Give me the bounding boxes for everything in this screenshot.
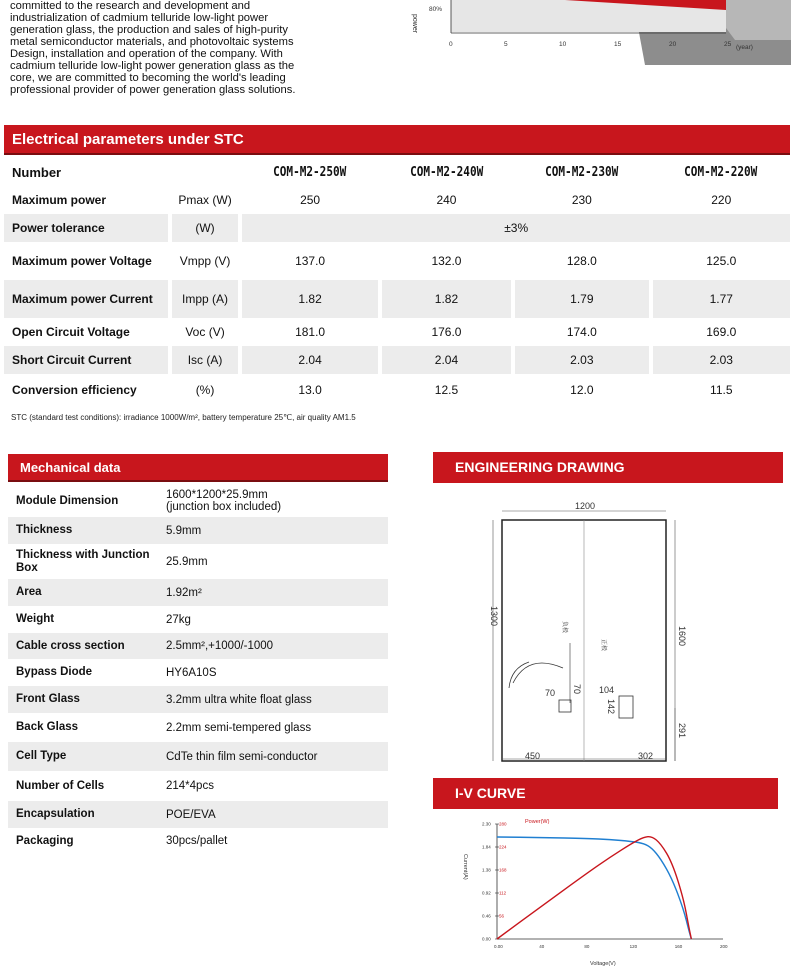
mechanical-row — [8, 659, 388, 686]
stc-row-value: 181.0 — [240, 318, 379, 346]
mechanical-key: Cable cross section — [8, 633, 158, 659]
iv-xlabel: Voltage(V) — [590, 961, 616, 967]
model-name: COM-M2-240W — [390, 158, 503, 186]
mechanical-value — [158, 633, 388, 659]
stc-row-label: Short Circuit Current — [4, 346, 170, 374]
iv-ylabel: Current(A) — [462, 854, 468, 880]
intro-paragraph — [10, 0, 310, 96]
stc-row-unit: (%) — [170, 374, 241, 406]
stc-row — [4, 280, 790, 318]
stc-row — [4, 242, 790, 280]
mechanical-value — [158, 517, 388, 544]
mechanical-value-text: 3.2mm ultra white float glass — [166, 693, 312, 706]
mechanical-value — [158, 828, 388, 854]
stc-header-label: Number — [4, 158, 170, 186]
mechanical-row — [8, 544, 388, 579]
warranty-x-unit: (year) — [736, 44, 753, 51]
iv-x-tick: 0.00 — [494, 944, 503, 949]
stc-row-value: 240 — [380, 186, 513, 214]
model-name: COM-M2-220W — [661, 158, 780, 186]
stc-row-unit: Impp (A) — [170, 280, 241, 318]
warranty-x-tick: 20 — [669, 41, 677, 48]
stc-row-unit: Voc (V) — [170, 318, 241, 346]
mechanical-value — [158, 485, 388, 517]
stc-row — [4, 214, 790, 242]
intro-line: cadmium telluride low-light power generation glass as the — [10, 60, 295, 72]
iv-y-tick: 1.38 — [482, 867, 491, 873]
dim-right: 1600 — [677, 626, 687, 647]
mechanical-key: Encapsulation — [8, 801, 158, 828]
iv-y2-tick: 280 — [499, 821, 507, 827]
stc-row-value: 230 — [513, 186, 650, 214]
mechanical-value-text: 2.5mm²,+1000/-1000 — [166, 640, 274, 652]
iv-x-tick: 40 — [539, 944, 545, 949]
mechanical-key: Number of Cells — [16, 779, 105, 792]
iv-curve-chart — [433, 812, 791, 967]
warranty-x-tick: 0 — [449, 41, 453, 48]
stc-row-value: 169.0 — [651, 318, 790, 346]
dim-bottom-left: 450 — [525, 751, 541, 761]
mechanical-value-text: 25.9mm — [166, 555, 208, 568]
mechanical-value-text: 27kg — [166, 613, 191, 626]
stc-row-value: 128.0 — [513, 242, 650, 280]
warranty-x-tick: 5 — [504, 41, 508, 48]
stc-row-unit: (W) — [170, 214, 241, 242]
stc-row-value: 2.03 — [651, 346, 790, 374]
mechanical-row — [8, 828, 388, 854]
mechanical-key: Bypass Diode — [16, 666, 93, 678]
mechanical-value-text: 5.9mm — [166, 524, 202, 537]
mechanical-value-text: POE/EVA — [166, 808, 216, 821]
stc-row-value: 13.0 — [240, 374, 379, 406]
mechanical-value — [158, 801, 388, 828]
engineering-drawing-title: ENGINEERING DRAWING — [433, 452, 783, 483]
label-positive: 正极 — [600, 639, 606, 652]
stc-row-value: 174.0 — [513, 318, 650, 346]
stc-row-label: Maximum power — [12, 192, 107, 207]
stc-header-row — [4, 158, 790, 186]
stc-row — [4, 374, 790, 406]
stc-row-value: 1.79 — [513, 280, 650, 318]
iv-y2-tick: 56 — [499, 913, 505, 919]
stc-row-value: 11.5 — [651, 374, 790, 406]
mechanical-value-text: 2.2mm semi-tempered glass — [166, 721, 312, 734]
stc-header-unit-blank — [170, 158, 241, 186]
mechanical-value-text: CdTe thin film semi-conductor — [166, 750, 318, 763]
mechanical-row — [8, 485, 388, 517]
iv-x-tick: 120 — [629, 944, 638, 949]
stc-row-value: 12.5 — [380, 374, 513, 406]
dim-jb1a: 70 — [545, 688, 556, 698]
stc-row — [4, 186, 790, 214]
intro-line: industrialization of cadmium telluride low-light power — [10, 12, 269, 24]
dim-left: 1300 — [489, 606, 499, 627]
label-negative: 负极 — [561, 621, 567, 634]
stc-row-span-value: ±3% — [240, 214, 790, 242]
stc-row-label: Conversion efficiency — [12, 382, 137, 397]
dim-jb2a: 104 — [599, 685, 615, 695]
mechanical-key: Thickness — [8, 517, 158, 544]
cable-arc-arrow — [509, 662, 529, 688]
engineering-drawing — [433, 488, 791, 773]
mechanical-row — [8, 606, 388, 633]
stc-row-value: 125.0 — [651, 242, 790, 280]
stc-row-value: 250 — [240, 186, 379, 214]
stc-row-unit: Pmax (W) — [170, 186, 241, 214]
stc-row-label: Open Circuit Voltage — [12, 324, 130, 339]
iv-y-tick: 2.30 — [482, 821, 491, 827]
mechanical-key: Front Glass — [8, 686, 158, 713]
mechanical-value — [158, 659, 388, 686]
junction-box-2 — [619, 696, 633, 718]
warranty-y-tick: 80% — [429, 6, 443, 13]
stc-row-value: 176.0 — [380, 318, 513, 346]
warranty-x-tick: 10 — [559, 41, 567, 48]
iv-y-tick: 0.46 — [482, 913, 491, 919]
mechanical-value — [158, 713, 388, 742]
stc-row-value: 12.0 — [513, 374, 650, 406]
stc-row-label: Power tolerance — [4, 214, 170, 242]
warranty-x-tick: 25 — [724, 41, 732, 48]
junction-box-1 — [559, 700, 571, 712]
mechanical-row — [8, 713, 388, 742]
iv-y2-tick: 224 — [499, 844, 507, 850]
dim-jb2b: 142 — [606, 699, 616, 715]
mechanical-key: Area — [8, 579, 158, 606]
mechanical-row — [8, 517, 388, 544]
intro-line: committed to the research and development and — [10, 0, 251, 12]
stc-row — [4, 318, 790, 346]
stc-row-value: 132.0 — [380, 242, 513, 280]
mechanical-row — [8, 801, 388, 828]
iv-y2-tick: 168 — [499, 867, 507, 873]
mechanical-value — [158, 544, 388, 579]
mechanical-key: Cell Type — [8, 742, 158, 771]
intro-line: Design, installation and operation of the company. With — [10, 48, 283, 60]
mechanical-value — [158, 579, 388, 606]
intro-line: professional provider of power generation glass solutions. — [10, 84, 296, 96]
mechanical-value — [158, 606, 388, 633]
warranty-chart — [405, 0, 791, 65]
mechanical-section-title: Mechanical data — [8, 454, 388, 482]
stc-row-value: 1.82 — [240, 280, 379, 318]
stc-note: STC (standard test conditions): irradiance 1000W/m², battery temperature 25℃, air quality AM1.5 — [11, 413, 356, 422]
dim-jb1b: 70 — [572, 684, 582, 695]
dim-bottom-right: 302 — [638, 751, 654, 761]
warranty-ylabel: power — [411, 14, 418, 34]
stc-row-unit: Isc (A) — [170, 346, 241, 374]
iv-x-tick: 200 — [720, 944, 728, 949]
mechanical-row — [8, 742, 388, 771]
iv-y2label: Power(W) — [525, 819, 550, 825]
model-name: COM-M2-230W — [523, 158, 640, 186]
dim-top: 1200 — [575, 501, 596, 511]
mechanical-data-table — [8, 485, 388, 854]
stc-row-value: 2.03 — [513, 346, 650, 374]
iv-y-tick: 1.84 — [482, 844, 491, 850]
mechanical-value — [158, 742, 388, 771]
mechanical-value-text: 30pcs/pallet — [166, 835, 228, 847]
stc-row-label: Maximum power Current — [4, 280, 170, 318]
model-name: COM-M2-250W — [251, 158, 369, 186]
mechanical-value-text: HY6A10S — [166, 666, 217, 679]
warranty-x-tick: 15 — [614, 41, 622, 48]
stc-row-value: 2.04 — [380, 346, 513, 374]
mechanical-key: Thickness with Junction Box — [16, 548, 150, 574]
iv-series-current — [497, 837, 691, 939]
iv-curve-title: I-V CURVE — [433, 778, 778, 809]
stc-row-value: 1.82 — [380, 280, 513, 318]
intro-line: core, we are committed to becoming the world's leading — [10, 72, 286, 84]
mechanical-key: Weight — [16, 613, 55, 625]
iv-x-tick: 80 — [584, 944, 590, 949]
mechanical-row — [8, 686, 388, 713]
mechanical-value-text: 1600*1200*25.9mm — [166, 489, 268, 501]
iv-x-tick: 160 — [674, 944, 683, 949]
stc-section-title: Electrical parameters under STC — [4, 125, 790, 155]
stc-row-value: 1.77 — [651, 280, 790, 318]
mechanical-value-text: 214*4pcs — [166, 780, 214, 792]
mechanical-value — [158, 771, 388, 801]
mechanical-row — [8, 579, 388, 606]
mechanical-key: Back Glass — [16, 721, 79, 733]
stc-row-value: 2.04 — [240, 346, 379, 374]
stc-row-value: 220 — [651, 186, 790, 214]
mechanical-key: Packaging — [16, 834, 74, 847]
stc-row-unit: Vmpp (V) — [170, 242, 241, 280]
mechanical-value — [158, 686, 388, 713]
mechanical-value-text: 1.92m² — [166, 586, 202, 599]
stc-row — [4, 346, 790, 374]
iv-y-tick: 0.00 — [482, 936, 491, 942]
iv-series-power — [497, 837, 691, 939]
mechanical-row — [8, 633, 388, 659]
iv-y2-tick: 112 — [499, 890, 507, 896]
mechanical-value-note: (junction box included) — [166, 501, 282, 513]
stc-row-label: Maximum power Voltage — [12, 253, 152, 268]
iv-y-tick: 0.92 — [482, 890, 491, 896]
electrical-parameters-table — [4, 158, 790, 406]
intro-line: generation glass, the production and sales of high-purity — [10, 24, 288, 36]
stc-row-value: 137.0 — [240, 242, 379, 280]
dim-right-small: 291 — [677, 723, 687, 739]
mechanical-row — [8, 771, 388, 801]
mechanical-key: Module Dimension — [16, 494, 119, 507]
intro-line: metal semiconductor materials, and photovoltaic systems — [10, 36, 294, 48]
